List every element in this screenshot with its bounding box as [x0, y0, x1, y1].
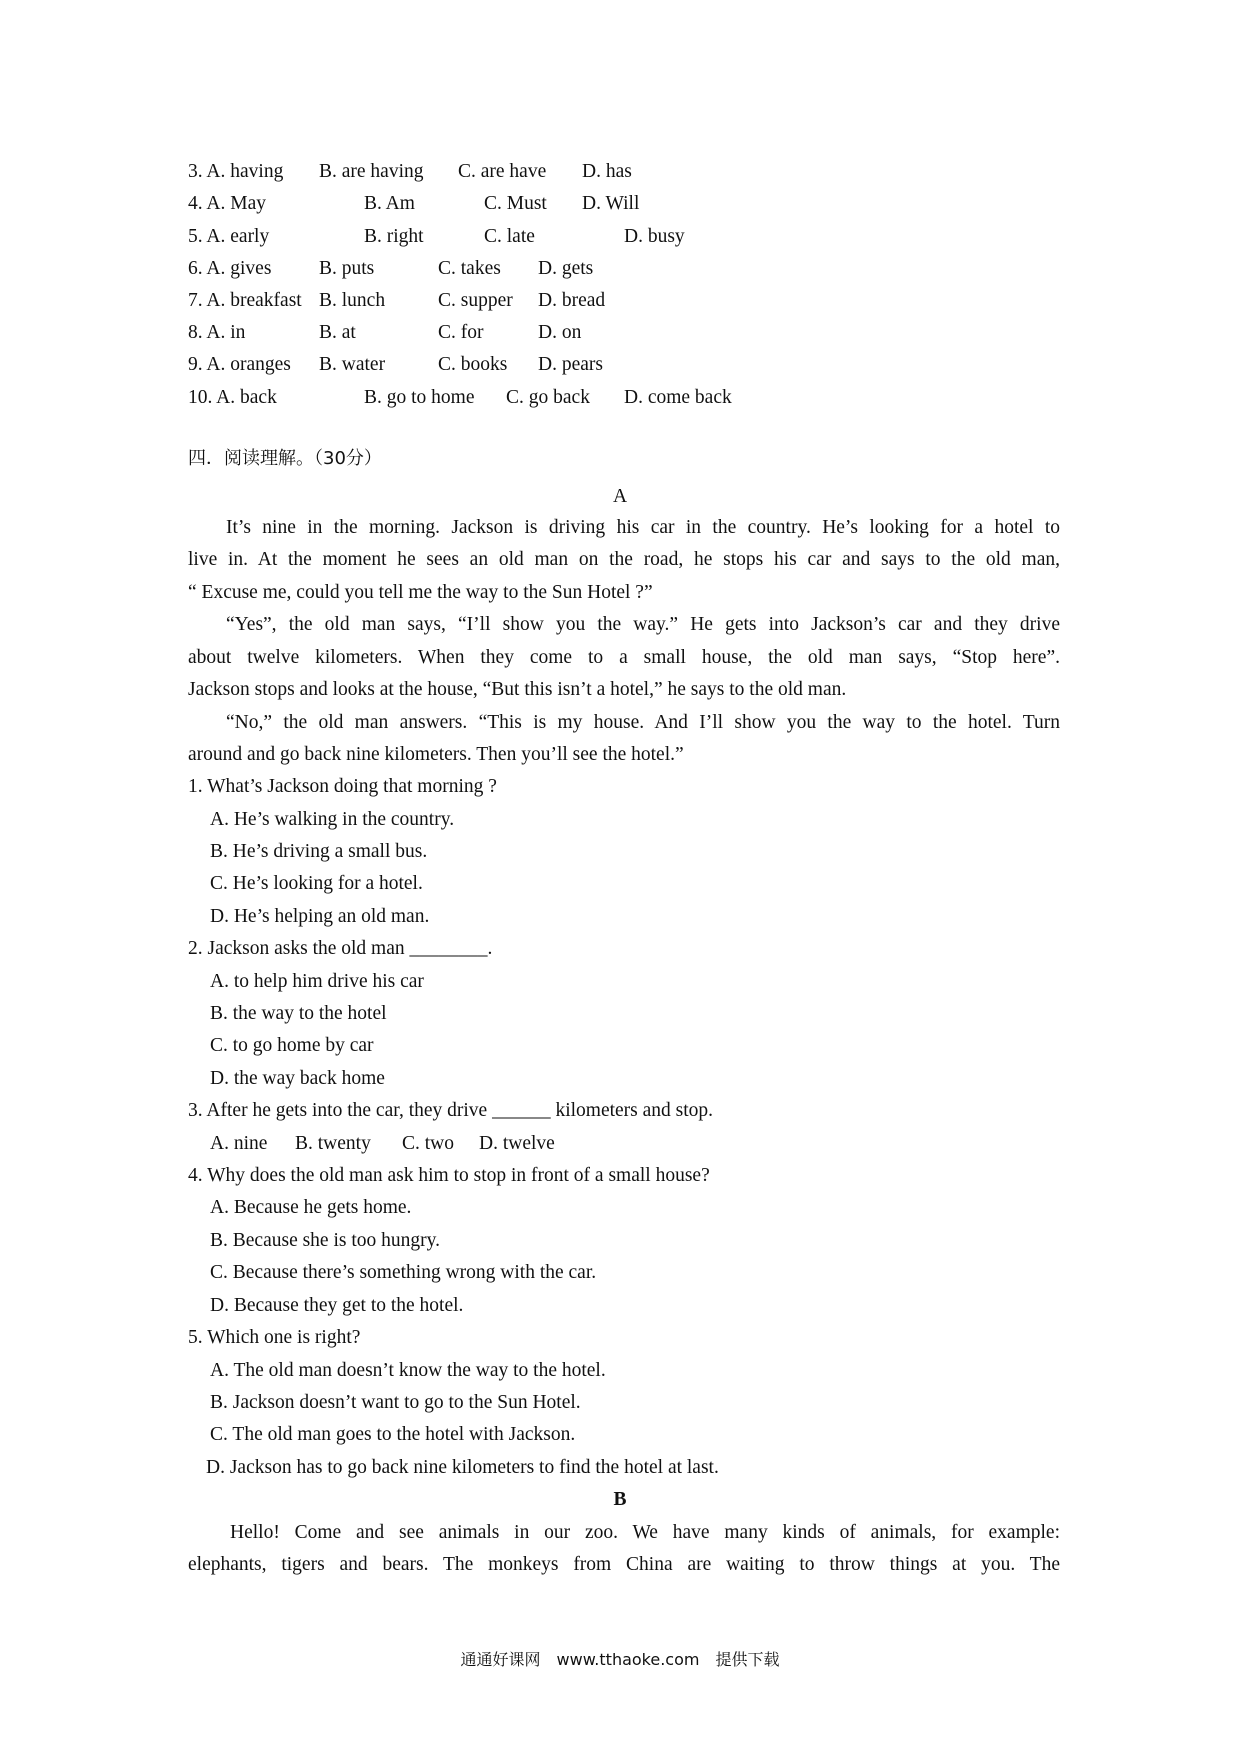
passage-line: elephants, tigers and bears. The monkeys from China are waiting to throw things at you. The — [188, 1554, 1060, 1575]
section-heading: 四．阅读理解。（30分） — [188, 448, 382, 469]
question-option: C. The old man goes to the hotel with Jackson. — [210, 1424, 576, 1445]
passage-line: Hello! Come and see animals in our zoo. We have many kinds of animals, for example: — [230, 1522, 1060, 1543]
passage-line: around and go back nine kilometers. Then you’ll see the hotel.” — [188, 744, 684, 765]
question-option: D. Because they get to the hotel. — [210, 1295, 464, 1316]
question-option: D. the way back home — [210, 1068, 385, 1089]
document-page: 3. A. having B. are having C. are have D. has 4. A. May B. Am C. Must D. Will 5. A. early B. right C. late D. busy 6. A. gives B. puts C. takes D. gets 7. A. breakfast B. lunch C. supper D. bread 8. A. in B. at C. for D. on 9. A. oranges B. water C. books D. pears 10. A. back B. go to home C. go back D. come back 四．阅读理解。（30分） A It’s nine in the morning. Jackson is driving his car in the country. He’s looking for a hotel to live in. At the moment he sees an old man on the road, he stops his car and says to the old man, “ Excuse me, could you tell me the way to the Sun Hotel ?” “Yes”, the old man says, “I’ll show you the way.” He gets into Jackson’s car and they drive about twelve kilometers. When they come to a small house, the old man says, “Stop here”. Jackson stops and looks at the house, “But this isn’t a hotel,” he says to the old man. “No,” the old man answers. “This is my house. And I’ll show you the way to the hotel. Turn around and go back nine kilometers. Then you’ll see the hotel.” 1. What’s Jackson doing that morning ? A. He’s walking in the country. B. He’s driving a small bus. C. He’s looking for a hotel. D. He’s helping an old man. 2. Jackson asks the old man ________. A. to help him drive his car B. the way to the hotel C. to go home by car D. the way back home 3. After he gets into the car, they drive ______ kilometers and stop. A. nine B. twenty C. two D. twelve 4. Why does the old man ask him to stop in front of a small house? A. Because he gets home. B. Because she is too hungry. C. Because there’s something wrong with the car. D. Because they get to the hotel. 5. Which one is right? A. The old man doesn’t know the way to the hotel. B. Jackson doesn’t want to go to the Sun Hotel. C. The old man goes to the hotel with Jackson. D. Jackson has to go back nine kilometers to find the hotel at last. B Hello! Come and see animals in our zoo. We have many kinds of animals, for example: elephants, tigers and bears. The monkeys from China are waiting to throw things at you. The 通通好课网 www.tthaoke.com 提供下载 — [0, 0, 1240, 1754]
question-text: 4. Why does the old man ask him to stop in front of a small house? — [188, 1165, 710, 1186]
question-text: 3. After he gets into the car, they drive ______ kilometers and stop. — [188, 1100, 714, 1121]
question-option: A. The old man doesn’t know the way to the hotel. — [210, 1360, 606, 1381]
passage-line: Jackson stops and looks at the house, “But this isn’t a hotel,” he says to the old man. — [188, 679, 847, 700]
question-inline-options — [210, 1134, 610, 1158]
passage-label: B — [613, 1489, 627, 1510]
question-option: A. nine — [210, 1133, 268, 1154]
passage-line: live in. At the moment he sees an old man on the road, he stops his car and says to the old man, — [188, 549, 1060, 570]
question-option: B. Because she is too hungry. — [210, 1230, 440, 1251]
question-option: D. Jackson has to go back nine kilometers to find the hotel at last. — [206, 1457, 719, 1478]
question-text: 1. What’s Jackson doing that morning ? — [188, 776, 497, 797]
question-option: C. Because there’s something wrong with the car. — [210, 1262, 597, 1283]
question-option: A. to help him drive his car — [210, 971, 424, 992]
question-option: B. Jackson doesn’t want to go to the Sun Hotel. — [210, 1392, 581, 1413]
question-text: 2. Jackson asks the old man ________. — [188, 938, 493, 959]
question-option: B. twenty — [295, 1133, 371, 1154]
passage-line: It’s nine in the morning. Jackson is driving his car in the country. He’s looking for a hotel to — [226, 517, 1060, 538]
passage-line: about twelve kilometers. When they come to a small house, the old man says, “Stop here”. — [188, 647, 1060, 668]
question-option: D. He’s helping an old man. — [210, 906, 430, 927]
question-option: C. to go home by car — [210, 1035, 374, 1056]
question-option: A. Because he gets home. — [210, 1197, 412, 1218]
question-option: D. twelve — [479, 1133, 555, 1154]
question-option: B. the way to the hotel — [210, 1003, 387, 1024]
question-text: 5. Which one is right? — [188, 1327, 361, 1348]
passage-line: “ Excuse me, could you tell me the way to the Sun Hotel ?” — [188, 582, 653, 603]
question-option: B. He’s driving a small bus. — [210, 841, 428, 862]
passage-line: “No,” the old man answers. “This is my house. And I’ll show you the way to the hotel. Turn — [226, 712, 1060, 733]
page-footer: 通通好课网 www.tthaoke.com 提供下载 — [460, 1650, 780, 1669]
question-option: C. two — [402, 1133, 455, 1154]
passage-line: “Yes”, the old man says, “I’ll show you the way.” He gets into Jackson’s car and they drive — [226, 614, 1060, 635]
question-option: A. He’s walking in the country. — [210, 809, 455, 830]
passage-label: A — [612, 486, 628, 507]
question-option: C. He’s looking for a hotel. — [210, 873, 423, 894]
